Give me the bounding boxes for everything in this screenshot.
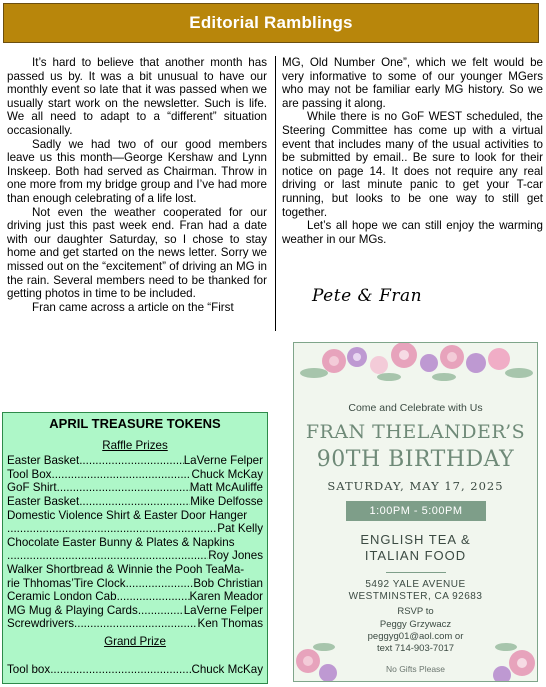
leader-dots (74, 617, 197, 631)
prize-item: Ceramic London Cab (7, 590, 117, 604)
prize-winner: Mike Delfosse (190, 494, 263, 508)
editorial-paragraph: It’s hard to believe that another month has passed us by. It was a bit unusual to have our monthly event so late that it was passed when we usually start work on the newsletter. Such is life. We all need to adapt to a “different” situation occasionally. (7, 56, 267, 137)
editorial-paragraph: Sadly we had two of our good members leave us this month—George Kershaw and Lynn Inskeep. Both had served as Chairman. Throw in one more from my bridge group and I’ve had more than enough celebrating of a life lost. (7, 137, 267, 205)
prize-item: Domestic Violence Shirt & Easter Door Hanger (7, 508, 248, 522)
leader-dots (7, 549, 208, 563)
prize-row (3, 468, 267, 482)
leader-dots (79, 454, 184, 468)
flower-cluster-icon (296, 643, 535, 682)
prize-winner: Roy Jones (208, 549, 263, 563)
flyer-food: ENGLISH TEA & (360, 532, 471, 547)
prize-winner: Ken Thomas (197, 617, 263, 631)
prize-item: rie Thhomas’Tire Clock (7, 576, 126, 590)
flyer-date: SATURDAY, MAY 17, 2025 (327, 479, 504, 493)
prize-item: Chocolate Easter Bunny & Plates & Napkins (7, 535, 235, 549)
prize-row (3, 577, 267, 591)
prize-row (3, 495, 267, 509)
flyer-contact-name: Peggy Grzywacz (379, 619, 452, 630)
raffle-heading: Raffle Prizes (102, 438, 168, 452)
treasure-tokens-box (2, 412, 268, 684)
prize-row (3, 590, 267, 604)
flyer-address: WESTMINSTER, CA 92683 (348, 591, 483, 602)
flyer-event: 90TH BIRTHDAY (316, 447, 515, 472)
flyer-time-badge: 1:00PM - 5:00PM (346, 501, 486, 521)
prize-winner: LaVerne Felper (183, 603, 263, 617)
editorial-paragraph: Not even the weather cooperated for our driving just this past week end. Fran had a date with our daughter Saturday, so I chose to stay home and get started on the news letter. Sorry we missed out on the “excitement” of driving an MG in the rain. Several members need to be thanked for getting photos in time to be included. (7, 205, 267, 301)
flyer-rsvp: RSVP to (397, 606, 434, 617)
prize-item: GoF Shirt (7, 481, 57, 495)
banner-title: Editorial Ramblings (189, 13, 353, 32)
editorial-paragraph: Fran came across a article on the “First (32, 300, 234, 314)
prize-winner: Bob Christian (193, 576, 263, 590)
flyer-food: ITALIAN FOOD (364, 548, 467, 563)
birthday-flyer (293, 342, 538, 682)
prize-row (3, 481, 267, 495)
flyer-no-gifts: No Gifts Please (385, 664, 446, 674)
prize-winner: Matt McAuliffe (189, 481, 263, 495)
prize-winner: Karen Meador (189, 590, 263, 604)
spacer (3, 651, 267, 663)
leader-dots (50, 663, 191, 677)
editorial-right-column (282, 56, 543, 246)
flyer-phone: text 714-903-7017 (376, 643, 455, 654)
flyer-email: peggyg01@aol.com or (367, 631, 464, 642)
prize-row (3, 522, 267, 536)
leader-dots (79, 495, 190, 509)
flyer-lead: Come and Celebrate with Us (348, 402, 483, 414)
leader-dots (138, 604, 184, 618)
prize-winner: LaVerne Felper (183, 454, 263, 468)
flyer-address: 5492 YALE AVENUE (365, 579, 466, 590)
leader-dots (126, 577, 194, 591)
editorial-left-column (7, 56, 267, 314)
editorial-paragraph: Let’s all hope we can still enjoy the warming weather in our MGs. (282, 219, 543, 246)
signature: Pete & Fran (312, 286, 423, 306)
prize-row (3, 604, 267, 618)
flyer-name: FRAN THELANDER’S (305, 421, 526, 443)
leader-dots (117, 590, 190, 604)
prize-winner: Pat Kelly (217, 522, 263, 536)
leader-dots (7, 522, 217, 536)
grand-prize-heading: Grand Prize (104, 634, 166, 648)
editorial-paragraph: While there is no GoF WEST scheduled, the Steering Committee has come up with a virtual event that includes many of the usual activities to be submitted by email.. Be sure to look for their notice on page 14. It does not require any real driving or last minute panic to get your T-car running, but looks to be one way to still get together. (282, 110, 543, 219)
prize-row (3, 549, 267, 563)
leader-dots (57, 481, 190, 495)
treasure-title: APRIL TREASURE TOKENS (49, 416, 221, 431)
prize-row (3, 663, 267, 677)
prize-row (3, 454, 267, 468)
flower-border-bottom (294, 623, 538, 682)
prize-item: MG Mug & Playing Cards (7, 603, 138, 617)
prize-item: Tool box (7, 662, 51, 676)
flower-border-top (294, 343, 538, 401)
prize-winner: Chuck McKay (191, 662, 263, 676)
column-divider (275, 56, 276, 331)
prize-item: Easter Basket (7, 494, 80, 508)
editorial-paragraph: MG, Old Number One”, which we felt would be very informative to some of our younger MGers who may not be familiar early MG history. So we are passing it along. (282, 56, 543, 110)
editorial-banner (3, 3, 539, 43)
prize-item: Tool Box (7, 467, 52, 481)
prize-winner: Chuck McKay (191, 467, 263, 481)
flower-cluster-icon (300, 343, 533, 381)
prize-item: Screwdrivers (7, 617, 74, 631)
prize-row (3, 617, 267, 631)
leader-dots (51, 468, 191, 482)
flyer-divider (386, 572, 446, 573)
prize-item: Easter Basket (7, 454, 80, 468)
prize-item: Walker Shortbread & Winnie the Pooh TeaMa- (7, 562, 245, 576)
